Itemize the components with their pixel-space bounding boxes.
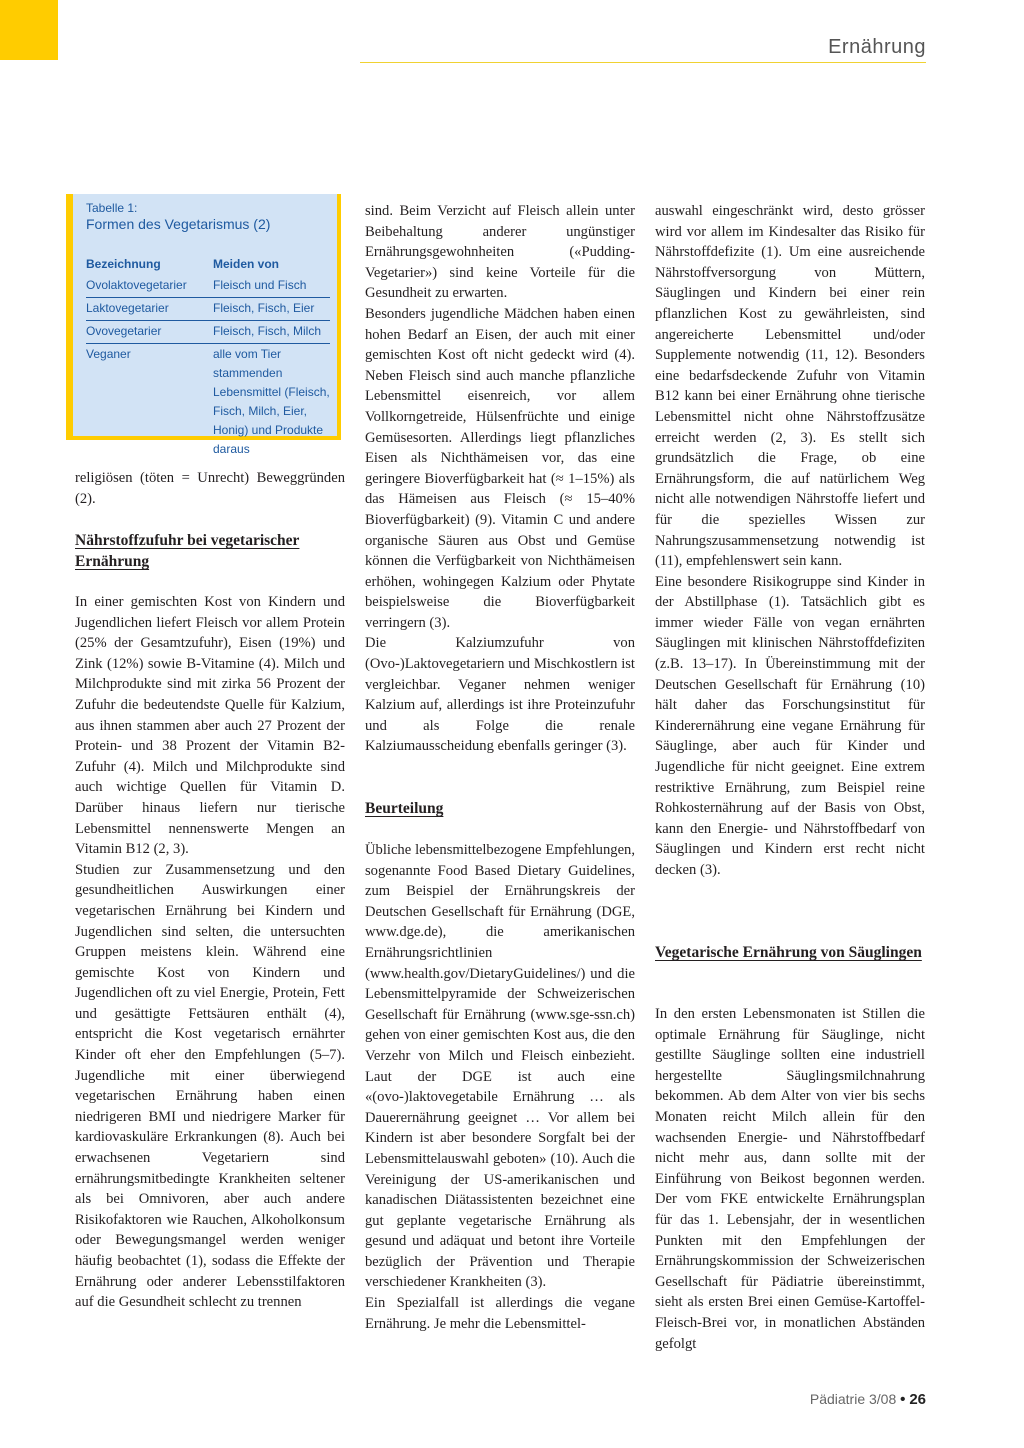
footer-bullet: • <box>900 1391 906 1408</box>
paragraph: auswahl eingeschränkt wird, desto grösser wird vor allem im Kindesalter das Risiko für Nährstoffdefizite (1). Um eine ausreichende Nährstoffversorgung von Müttern, Säuglingen und Kindern bei einer rein pflanzlichen Kost zu gewährleisten, sind angereicherte Lebensmittel und/oder Supplemente notwendig (11, 12). Besonders eine bedarfsdeckende Zufuhr von Vitamin B12 kann bei einer Ernährung ohne tierische Lebensmittel nicht ohne Nährstoffzusätze erreicht werden (2, 3). Es stellt sich grundsätzlich die Frage, ob eine Ernährungsform, die auf natürlichem Weg nicht alle notwendigen Nährstoffe liefert und für die spezielles Wissen zur Nahrungszusammensetzung notwendig ist (11), empfehlenswert sein kann. <box>655 203 925 570</box>
table-cell: Fleisch und Fisch <box>213 275 330 298</box>
section-heading: Beurteilung <box>365 800 444 817</box>
vegetarism-table <box>86 256 330 461</box>
section-heading: Nährstoffzufuhr bei vegetarischer Ernährung <box>75 532 300 570</box>
column-3-bottom <box>655 1004 925 1354</box>
table-cell: Ovolaktovegetarier <box>86 275 213 298</box>
paragraph: Ein Spezialfall ist allerdings die vegane Ernährung. Je mehr die Lebensmittel- <box>365 1295 635 1332</box>
table-label: Tabelle 1: <box>86 201 138 215</box>
table-title: Formen des Vegetarismus (2) <box>86 216 271 232</box>
table-header-cell: Meiden von <box>213 257 280 271</box>
header-rule <box>360 62 926 63</box>
table-row <box>86 298 330 321</box>
column-3-top <box>655 201 925 881</box>
table-header-cell: Bezeichnung <box>86 257 161 271</box>
table-cell: Veganer <box>86 347 131 361</box>
paragraph: Studien zur Zusammensetzung und den gesundheitlichen Auswirkungen einer vegetarischen Ernährung bei Kindern und Jugendlichen sind selten, die untersuchten Gruppen meistens klein. Während eine gemischte Kost von Kindern und Jugendlichen oft zu viel Energie, Protein, Fett und gesättigte Fettsäuren enthält (4), entspricht die Kost vegetarisch ernährter Kinder oft eher den Empfehlungen (5–7). Jugendliche mit einer überwiegend vegetarischen Ernährung haben einen niedrigeren BMI und niedrigere Marker für kardiovaskuläre Erkrankungen (8). Auch bei erwachsenen Vegetariern sind ernährungsmitbedingte Krankheiten seltener als bei Omnivoren, aber auch andere Risikofaktoren wie Rauchen, Alkoholkonsum oder Bewegungsmangel werden weniger häufig beobachtet (1), sodass die Effekte der Ernährung oder anderer Lebensstilfaktoren auf die Gesundheit schlecht zu trennen <box>75 861 345 1311</box>
paragraph: Die Kalziumzufuhr von (Ovo-)Laktovegetariern und Mischkostlern ist vergleichbar. Veganer nehmen weniger Kalzium auf, allerdings ist ihre Proteinzufuhr und als Folge die renale Kalziumausscheidung ebenfalls geringer (3). <box>365 635 635 755</box>
column-1-body <box>75 592 345 1313</box>
paragraph: Eine besondere Risikogruppe sind Kinder in der Abstillphase (1). Tatsächlich gibt es immer wieder Fälle von vegan ernährten Säuglingen mit klinischen Nährstoffdefiziten (z.B. 13–17). In Übereinstimmung mit der Deutschen Gesellschaft für Ernährung (10) hält daher das Forschungsinstitut für Kinderernährung eine vegane Ernährung für Säuglinge, aber auch für Kinder und Jugendliche für nicht geeignet. Eine extrem restriktive Ernährung, zum Beispiel reine Rohkosternährung auf der Basis von Obst, kann den Energie- und Nährstoffbedarf von Säuglingen und Kindern erst recht nicht decken (3). <box>655 573 925 878</box>
section-heading: Vegetarische Ernährung von Säuglingen <box>655 944 922 961</box>
table-box <box>66 194 341 456</box>
table-row <box>86 344 330 462</box>
paragraph: Übliche lebensmittelbezogene Empfehlungen, sogenannte Food Based Dietary Guidelines, zum Beispiel der Ernährungskreis der Deutschen Gesellschaft für Ernährung (DGE, www.dge.de), die amerikanischen Ernährungsrichtlinien (www.health.gov/DietaryGuidelines/) und die Lebensmittelpyramide der Schweizerischen Gesellschaft für Ernährung (www.sge-ssn.ch) gehen von einer gemischten Kost aus, die den Verzehr von Milch und Fleisch einbezieht. Laut der DGE ist auch eine «(ovo-)laktovegetabile Ernährung … als Dauerernährung geeignet … Vor allem bei Kindern ist aber besondere Sorgfalt bei der Lebensmittelauswahl geboten» (10). Auch die Vereinigung der US-amerikanischen und kanadischen Diätassistenten bezeichnet eine gut geplante vegetarische Ernährung als gesund und adäquat und betont ihre Vorteile bezüglich der Prävention und Therapie verschiedener Krankheiten (3). <box>365 842 635 1291</box>
column-2-top <box>365 201 635 757</box>
paragraph: sind. Beim Verzicht auf Fleisch allein unter Beibehaltung anderer ungünstiger Ernährungsgewohnheiten («Pudding-Vegetarier») sind keine Vorteile für die Gesundheit zu erwarten. <box>365 203 635 302</box>
paragraph: religiösen (töten = Unrecht) Beweggründen (2). <box>75 470 345 507</box>
table-cell: Fleisch, Fisch, Milch <box>213 321 330 344</box>
section-title: Ernährung <box>828 36 926 58</box>
page-number: 26 <box>909 1391 926 1408</box>
paragraph: In einer gemischten Kost von Kindern und Jugendlichen liefert Fleisch vor allem Protein (25% der Gesamtzufuhr), Eisen (19%) und Zink (12%) sowie B-Vitamine (4). Milch und Milchprodukte sind mit zirka 56 Prozent der Zufuhr die bedeutendste Quelle für Kalzium, aus ihnen stammen aber auch 27 Prozent der Protein- und 38 Prozent der Vitamin B2-Zufuhr (4). Milch und Milchprodukte sind auch wichtige Quellen für Vitamin D. Darüber hinaus liefern nur tierische Lebensmittel nennenswerte Mengen an Vitamin B12 (2, 3). <box>75 594 345 858</box>
journal-name: Pädiatrie 3/08 <box>809 1391 897 1407</box>
page-footer <box>810 1391 926 1408</box>
table-cell: alle vom Tier stammenden Lebensmittel (Fleisch, Fisch, Milch, Eier, Honig) und Produkte daraus <box>213 347 330 456</box>
paragraph: Besonders jugendliche Mädchen haben einen hohen Bedarf an Eisen, der auch mit einer gemischten Kost oft nicht gedeckt wird (4). Neben Fleisch sind auch manche pflanzliche Lebensmittel eisenreich, vor allem Vollkorngetreide, Hülsenfrüchte und einige Gemüsesorten. Allerdings liegt pflanzliches Eisen als Nichthämeisen vor, das eine geringere Bioverfügbarkeit hat (≈ 1–15%) als das Hämeisen aus Fleisch (≈ 15–40% Bioverfügbarkeit) (9). Vitamin C und andere organische Säuren aus Obst und Gemüse können die Verfügbarkeit von Nichthämeisen erhöhen, wohingegen Kalzium oder Phytate beispielsweise die Bioverfügbarkeit verringern (3). <box>365 305 635 631</box>
table-row <box>86 275 330 298</box>
table-cell: Laktovegetarier <box>86 298 213 321</box>
paragraph: In den ersten Lebensmonaten ist Stillen die optimale Ernährung für Säuglinge, nicht gestillte Säuglinge sollten eine industriell hergestellte Säuglingsmilchnahrung bekommen. Ab dem Alter von vier bis sechs Monaten reicht Milch allein für den wachsenden Energie- und Nährstoffbedarf nicht mehr aus, dann sollte mit der Einführung von Beikost begonnen werden. Der vom FKE entwickelte Ernährungsplan für das 1. Lebensjahr, der in wesentlichen Punkten mit den Empfehlungen der Ernährungskommission der Schweizerischen Gesellschaft für Pädiatrie übereinstimmt, sieht als ersten Brei einen Gemüse-Kartoffel-Fleisch-Brei vor, in monatlichen Abständen gefolgt <box>655 1006 925 1352</box>
table-cell: Ovovegetarier <box>86 321 213 344</box>
corner-accent <box>0 0 58 60</box>
table-cell: Fleisch, Fisch, Eier <box>213 298 330 321</box>
table-row <box>86 321 330 344</box>
column-2-bottom <box>365 840 635 1334</box>
table-header-row <box>86 256 330 275</box>
